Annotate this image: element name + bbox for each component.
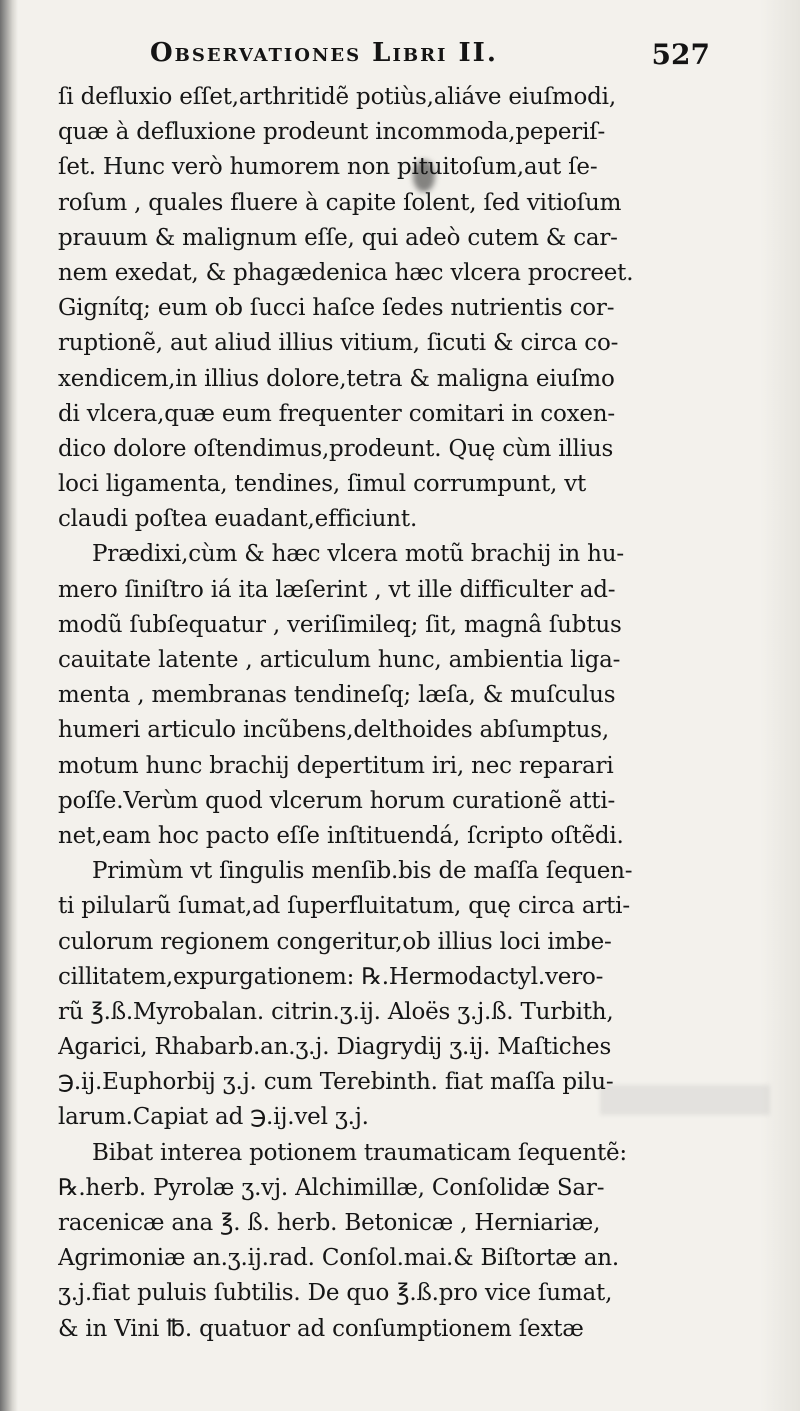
text-line: ʒ.j.fiat puluis ſubtilis. De quo ℥.ß.pro vice ſumat, [58, 1280, 613, 1307]
body-text [58, 80, 708, 1347]
page-header [150, 38, 710, 78]
text-line: motum hunc brachij depertitum iri, nec reparari [58, 752, 614, 779]
text-line: ℞.herb. Pyrolæ ʒ.vj. Alchimillæ, Conſolidæ Sar- [58, 1174, 605, 1201]
text-line: cillitatem,expurgationem: ℞.Hermodactyl.vero- [58, 963, 604, 990]
text-line: dico dolore oſtendimus,prodeunt. Quę cùm illius [58, 435, 614, 462]
text-line: cauitate latente , articulum hunc, ambientia liga- [58, 647, 621, 673]
text-line: nem exedat, & phagædenica hæc vlcera procreet. [58, 259, 634, 286]
running-head: Observationes Libri II. [150, 38, 498, 68]
text-line: loci ligamenta, tendines, ſimul corrumpunt, vt [58, 471, 587, 498]
text-line: humeri articulo incũbens,delthoides abſumptus, [58, 717, 610, 744]
text-line: ti pilularũ ſumat,ad ſuperfluitatum, quę circa arti- [58, 893, 630, 920]
text-line: ſet. Hunc verò humorem non pituitoſum,aut ſe- [58, 154, 598, 181]
page-gutter-shadow [0, 0, 18, 1411]
text-line: prauum & malignum eſſe, qui adeò cutem & car- [58, 224, 618, 251]
page-edge [760, 0, 800, 1411]
paragraph-start-line: Bibat interea potionem traumaticam ſequentẽ: [92, 1139, 627, 1166]
text-line: menta , membranas tendineſq; læſa, & muſculus [58, 682, 616, 709]
text-line: xendicem,in illius dolore,tetra & maligna eiuſmo [58, 365, 615, 392]
text-line: di vlcera,quæ eum frequenter comitari in coxen- [58, 400, 615, 427]
text-line: ℈.ij.Euphorbij ʒ.j. cum Terebinth. fiat maſſa pilu- [58, 1069, 614, 1096]
text-line: poſſe.Verùm quod vlcerum horum curationẽ atti- [58, 787, 616, 814]
paragraph-start-line: Primùm vt ſingulis menſib.bis de maſſa ſequen- [92, 858, 633, 885]
text-line: claudi poſtea euadant,efficiunt. [58, 506, 418, 533]
text-line: quæ à defluxione prodeunt incommoda,peperiſ- [58, 119, 606, 146]
text-line: & in Vini ℔. quatuor ad conſumptionem ſextæ [58, 1315, 584, 1342]
text-line: culorum regionem congeritur,ob illius loci imbe- [58, 928, 612, 955]
text-line: ruptionẽ, aut aliud illius vitium, ſicuti & circa co- [58, 330, 619, 357]
text-line: rũ ℥.ß.Myrobalan. citrin.ʒ.ij. Aloës ʒ.j.ß. Turbith, [58, 998, 614, 1025]
text-line: mero ſiniſtro iá ita læſerint , vt ille difficulter ad- [58, 576, 616, 603]
text-line: larum.Capiat ad ℈.ij.vel ʒ.j. [58, 1104, 369, 1131]
text-line: Gignítq; eum ob ſucci haſce ſedes nutrientis cor- [58, 295, 615, 322]
paragraph-start-line: Prædixi,cùm & hæc vlcera motũ brachij in hu- [92, 541, 624, 568]
text-line: roſum , quales fluere à capite ſolent, ſed vitioſum [58, 189, 622, 216]
text-line: ſi defluxio eſſet,arthritidẽ potiùs,aliáve eiuſmodi, [58, 84, 616, 110]
text-line: racenicæ ana ℥. ß. herb. Betonicæ , Herniariæ, [58, 1210, 601, 1236]
text-line: Agrimoniæ an.ʒ.ij.rad. Conſol.mai.& Biſtortæ an. [58, 1245, 619, 1272]
page-number: 527 [651, 38, 710, 71]
text-line: net,eam hoc pacto eſſe inſtituendá, ſcripto oſtẽdi. [58, 822, 624, 849]
text-line: modũ ſubſequatur , veriſimileq; ſit, magnâ ſubtus [58, 611, 622, 638]
text-line: Agarici, Rhabarb.an.ʒ.j. Diagrydij ʒ.ij. Maſtiches [58, 1034, 612, 1061]
